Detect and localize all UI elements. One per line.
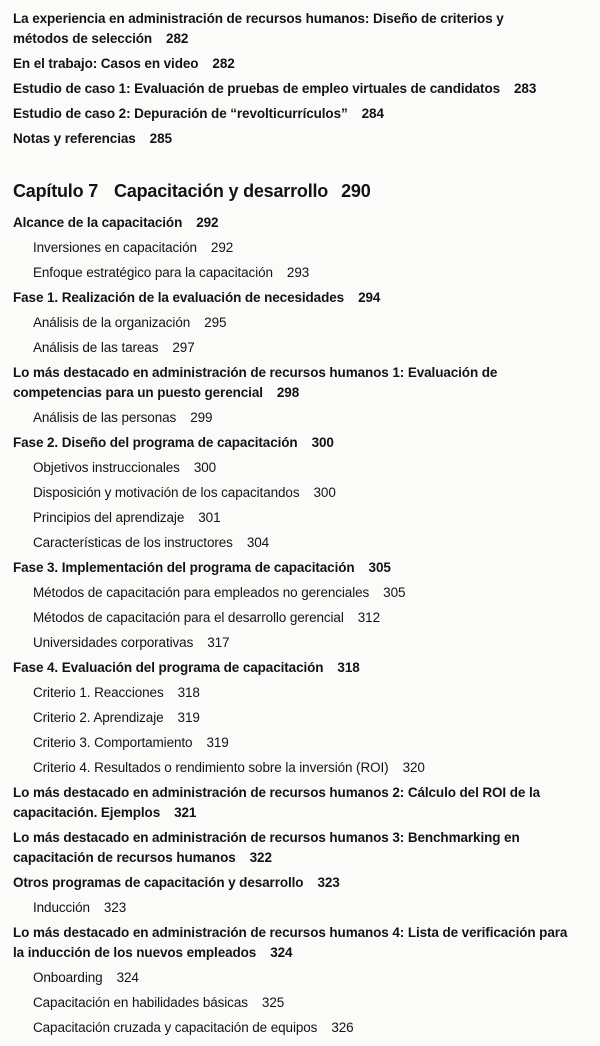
entry-page: 292: [196, 215, 219, 230]
entry-page: 298: [276, 385, 300, 400]
entry-page: 299: [190, 410, 213, 425]
entry-text: Lo más destacado en administración de recursos humanos 3: Benchmarking en: [13, 830, 520, 845]
entry-page: 294: [358, 290, 381, 305]
entry-page: 319: [206, 735, 229, 750]
entry-page: 304: [246, 535, 270, 550]
entry-page: 284: [361, 106, 384, 121]
entry-text: la inducción de los nuevos empleados: [13, 945, 257, 960]
entry-page: 283: [514, 81, 537, 96]
entry-text: Disposición y motivación de los capacitandos: [33, 485, 300, 500]
entry-page: 293: [286, 265, 310, 280]
entry-page: 318: [177, 685, 200, 700]
toc-subentry: [13, 993, 598, 1013]
entry-text: Capacitación en habilidades básicas: [33, 995, 248, 1010]
entry-text: Inducción: [33, 900, 90, 915]
entry-text: Estudio de caso 1: Evaluación de pruebas de empleo virtuales de candidatos: [13, 81, 500, 96]
toc-entry: [13, 288, 598, 308]
toc-entry: [13, 9, 598, 49]
entry-text: Principios del aprendizaje: [33, 510, 185, 525]
entry-page: 318: [337, 660, 360, 675]
toc-subentry: [13, 238, 598, 258]
entry-text: capacitación de recursos humanos: [13, 850, 236, 865]
toc-subentry: [13, 1018, 598, 1038]
toc-subentry: [13, 408, 598, 428]
entry-text: Criterio 1. Reacciones: [33, 685, 164, 700]
toc-subentry: [13, 758, 598, 778]
toc-entry: [13, 828, 598, 868]
entry-text: Criterio 4. Resultados o rendimiento sobre la inversión (ROI): [33, 760, 389, 775]
entry-text: Capacitación cruzada y capacitación de equipos: [33, 1020, 318, 1035]
toc-entry: [13, 54, 598, 74]
entry-text: capacitación. Ejemplos: [13, 805, 161, 820]
entry-text: Fase 1. Realización de la evaluación de necesidades: [13, 290, 345, 305]
entry-page: 317: [207, 635, 230, 650]
entry-page: 292: [210, 240, 234, 255]
toc-subentry: [13, 533, 598, 553]
entry-page: 285: [149, 131, 172, 146]
toc-entry: [13, 433, 598, 453]
entry-page: 322: [249, 850, 272, 865]
entry-text: Lo más destacado en administración de recursos humanos 1: Evaluación de: [13, 365, 498, 380]
entry-text: Otros programas de capacitación y desarrollo: [13, 875, 304, 890]
entry-page: 301: [198, 510, 221, 525]
toc-subentry: [13, 708, 598, 728]
entry-text: En el trabajo: Casos en video: [13, 56, 199, 71]
toc-subentry: [13, 898, 598, 918]
entry-page: 324: [116, 970, 139, 985]
entry-page: 282: [166, 31, 189, 46]
entry-page: 282: [212, 56, 235, 71]
toc-subentry: [13, 968, 598, 988]
toc-entry: [13, 873, 598, 893]
entry-page: 326: [331, 1020, 354, 1035]
toc-entry: [13, 923, 598, 963]
chapter-page: 290: [341, 181, 371, 201]
entry-page: 319: [177, 710, 200, 725]
entry-text: Lo más destacado en administración de recursos humanos 2: Cálculo del ROI de la: [13, 785, 540, 800]
entry-page: 312: [357, 610, 380, 625]
entry-page: 300: [313, 485, 336, 500]
entry-text: Universidades corporativas: [33, 635, 194, 650]
entry-text: Fase 3. Implementación del programa de capacitación: [13, 560, 355, 575]
toc-entry: [13, 104, 598, 124]
entry-page: 295: [204, 315, 227, 330]
entry-text: Inversiones en capacitación: [33, 240, 197, 255]
toc-entry: [13, 783, 598, 823]
entry-page: 325: [261, 995, 285, 1010]
entry-text: métodos de selección: [13, 31, 153, 46]
toc-entry: [13, 213, 598, 233]
toc-subentry: [13, 733, 598, 753]
toc-subentry: [13, 338, 598, 358]
entry-text: Análisis de la organización: [33, 315, 191, 330]
chapter-heading: [13, 179, 598, 203]
entry-text: Métodos de capacitación para empleados no gerenciales: [33, 585, 370, 600]
entry-page: 320: [402, 760, 425, 775]
entry-text: Notas y referencias: [13, 131, 136, 146]
entry-page: 300: [311, 435, 334, 450]
entry-text: Estudio de caso 2: Depuración de “revolticurrículos”: [13, 106, 348, 121]
entry-text: Métodos de capacitación para el desarrollo gerencial: [33, 610, 344, 625]
entry-text: Alcance de la capacitación: [13, 215, 183, 230]
toc-entry: [13, 363, 598, 403]
entry-page: 300: [193, 460, 217, 475]
toc-entry: [13, 79, 598, 99]
entry-page: 323: [103, 900, 127, 915]
entry-text: Enfoque estratégico para la capacitación: [33, 265, 273, 280]
entry-text: Onboarding: [33, 970, 103, 985]
entry-text: Criterio 3. Comportamiento: [33, 735, 193, 750]
entry-page: 305: [368, 560, 391, 575]
toc-entry: [13, 558, 598, 578]
entry-text: Lo más destacado en administración de recursos humanos 4: Lista de verificación para: [13, 925, 568, 940]
toc-subentry: [13, 263, 598, 283]
toc-entry: [13, 658, 598, 678]
chapter-label: Capítulo 7: [13, 181, 99, 201]
entry-text: Análisis de las tareas: [33, 340, 159, 355]
entry-text: competencias para un puesto gerencial: [13, 385, 263, 400]
chapter-title: Capacitación y desarrollo: [114, 181, 329, 201]
toc-subentry: [13, 608, 598, 628]
toc-subentry: [13, 683, 598, 703]
entry-page: 305: [383, 585, 406, 600]
entry-text: La experiencia en administración de recursos humanos: Diseño de criterios y: [13, 11, 504, 26]
entry-page: 323: [317, 875, 340, 890]
toc-subentry: [13, 483, 598, 503]
toc-subentry: [13, 583, 598, 603]
toc-subentry: [13, 458, 598, 478]
entry-text: Criterio 2. Aprendizaje: [33, 710, 164, 725]
toc-subentry: [13, 633, 598, 653]
entry-text: Fase 4. Evaluación del programa de capacitación: [13, 660, 324, 675]
entry-page: 324: [270, 945, 293, 960]
toc-subentry: [13, 508, 598, 528]
entry-page: 321: [174, 805, 197, 820]
entry-text: Características de los instructores: [33, 535, 233, 550]
entry-text: Fase 2. Diseño del programa de capacitación: [13, 435, 298, 450]
entry-page: 297: [172, 340, 195, 355]
toc-subentry: [13, 313, 598, 333]
entry-text: Objetivos instruccionales: [33, 460, 180, 475]
toc-entry: [13, 129, 598, 149]
entry-text: Análisis de las personas: [33, 410, 177, 425]
